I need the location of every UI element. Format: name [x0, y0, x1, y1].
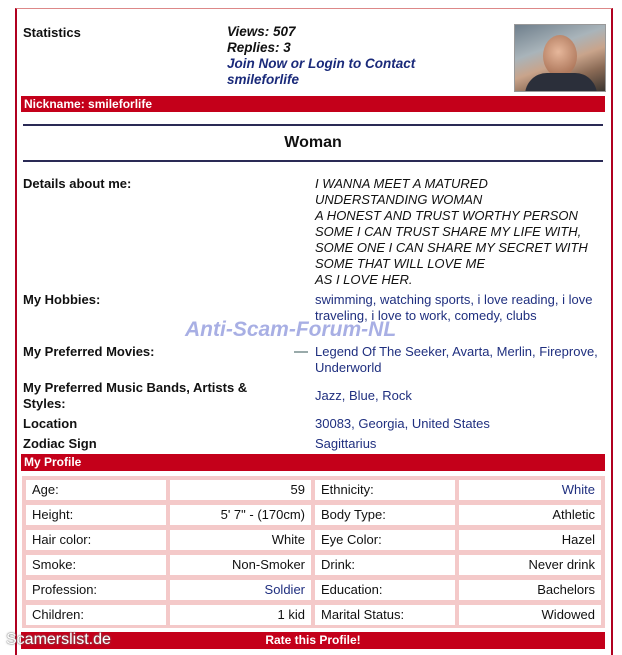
hobbies-label: My Hobbies: — [23, 292, 101, 307]
divider-top — [23, 124, 603, 126]
table-cell-value: 5' 7" - (170cm) — [170, 505, 311, 525]
photo-face — [543, 35, 577, 77]
zodiac-value: Sagittarius — [315, 436, 377, 451]
dash-mark — [294, 351, 308, 353]
music-label: My Preferred Music Bands, Artists & Styles: — [23, 380, 248, 411]
table-cell-label: Drink: — [315, 555, 455, 575]
table-cell-label: Body Type: — [315, 505, 455, 525]
table-cell-value[interactable]: Soldier — [170, 580, 311, 600]
details-text — [315, 176, 605, 288]
table-cell-value: Never drink — [459, 555, 601, 575]
profile-table — [22, 476, 605, 628]
movies-label: My Preferred Movies: — [23, 344, 155, 359]
details-line: UNDERSTANDING WOMAN — [315, 192, 483, 207]
hobbies-value: swimming, watching sports, i love reading, i love traveling, i love to work, comedy, clubs — [315, 292, 593, 323]
details-line: AS I LOVE HER. — [315, 272, 413, 287]
details-line: A HONEST AND TRUST WORTHY PERSON — [315, 208, 578, 223]
statistics-block — [227, 24, 415, 88]
details-line: I WANNA MEET A MATURED — [315, 176, 488, 191]
location-value: 30083, Georgia, United States — [315, 416, 490, 431]
table-cell-label: Marital Status: — [315, 605, 455, 625]
gender-heading: Woman — [284, 134, 342, 151]
table-cell-value: Bachelors — [459, 580, 601, 600]
table-cell-value: White — [170, 530, 311, 550]
table-cell-value: 1 kid — [170, 605, 311, 625]
join-login-link[interactable]: Join Now or Login to Contact — [227, 56, 416, 71]
table-cell-value[interactable]: White — [459, 480, 601, 500]
location-label: Location — [23, 416, 78, 431]
details-label: Details about me: — [23, 176, 132, 191]
table-cell-label: Hair color: — [26, 530, 166, 550]
table-cell-label: Education: — [315, 580, 455, 600]
table-cell-value: 59 — [170, 480, 311, 500]
music-value: Jazz, Blue, Rock — [315, 388, 412, 403]
views-count: Views: 507 — [227, 24, 296, 39]
table-cell-label: Children: — [26, 605, 166, 625]
table-cell-value: Athletic — [459, 505, 601, 525]
nickname-bar: Nickname: smileforlife — [21, 96, 605, 112]
anti-scam-watermark: Anti-Scam-Forum-NL — [185, 318, 397, 341]
table-cell-label: Eye Color: — [315, 530, 455, 550]
movies-value: Legend Of The Seeker, Avarta, Merlin, Fireprove, Underworld — [315, 344, 598, 375]
details-line: SOME THAT WILL LOVE ME — [315, 256, 485, 271]
table-cell-value: Widowed — [459, 605, 601, 625]
my-profile-bar: My Profile — [21, 454, 605, 471]
scamerslist-watermark: Scamerslist.de — [6, 631, 111, 648]
contact-username-link[interactable]: smileforlife — [227, 72, 300, 87]
table-cell-value: Non-Smoker — [170, 555, 311, 575]
profile-photo[interactable] — [514, 24, 606, 92]
zodiac-label: Zodiac Sign — [23, 436, 97, 451]
photo-shirt — [525, 73, 597, 92]
divider-bottom — [23, 160, 603, 162]
table-cell-label: Age: — [26, 480, 166, 500]
details-line: SOME I CAN TRUST SHARE MY LIFE WITH, — [315, 224, 582, 239]
statistics-label: Statistics — [23, 25, 81, 40]
table-cell-label: Height: — [26, 505, 166, 525]
details-line: SOME ONE I CAN SHARE MY SECRET WITH — [315, 240, 588, 255]
table-cell-value: Hazel — [459, 530, 601, 550]
table-cell-label: Profession: — [26, 580, 166, 600]
table-cell-label: Ethnicity: — [315, 480, 455, 500]
table-cell-label: Smoke: — [26, 555, 166, 575]
replies-count: Replies: 3 — [227, 40, 291, 55]
rate-profile-button[interactable]: Rate this Profile! — [21, 632, 605, 649]
